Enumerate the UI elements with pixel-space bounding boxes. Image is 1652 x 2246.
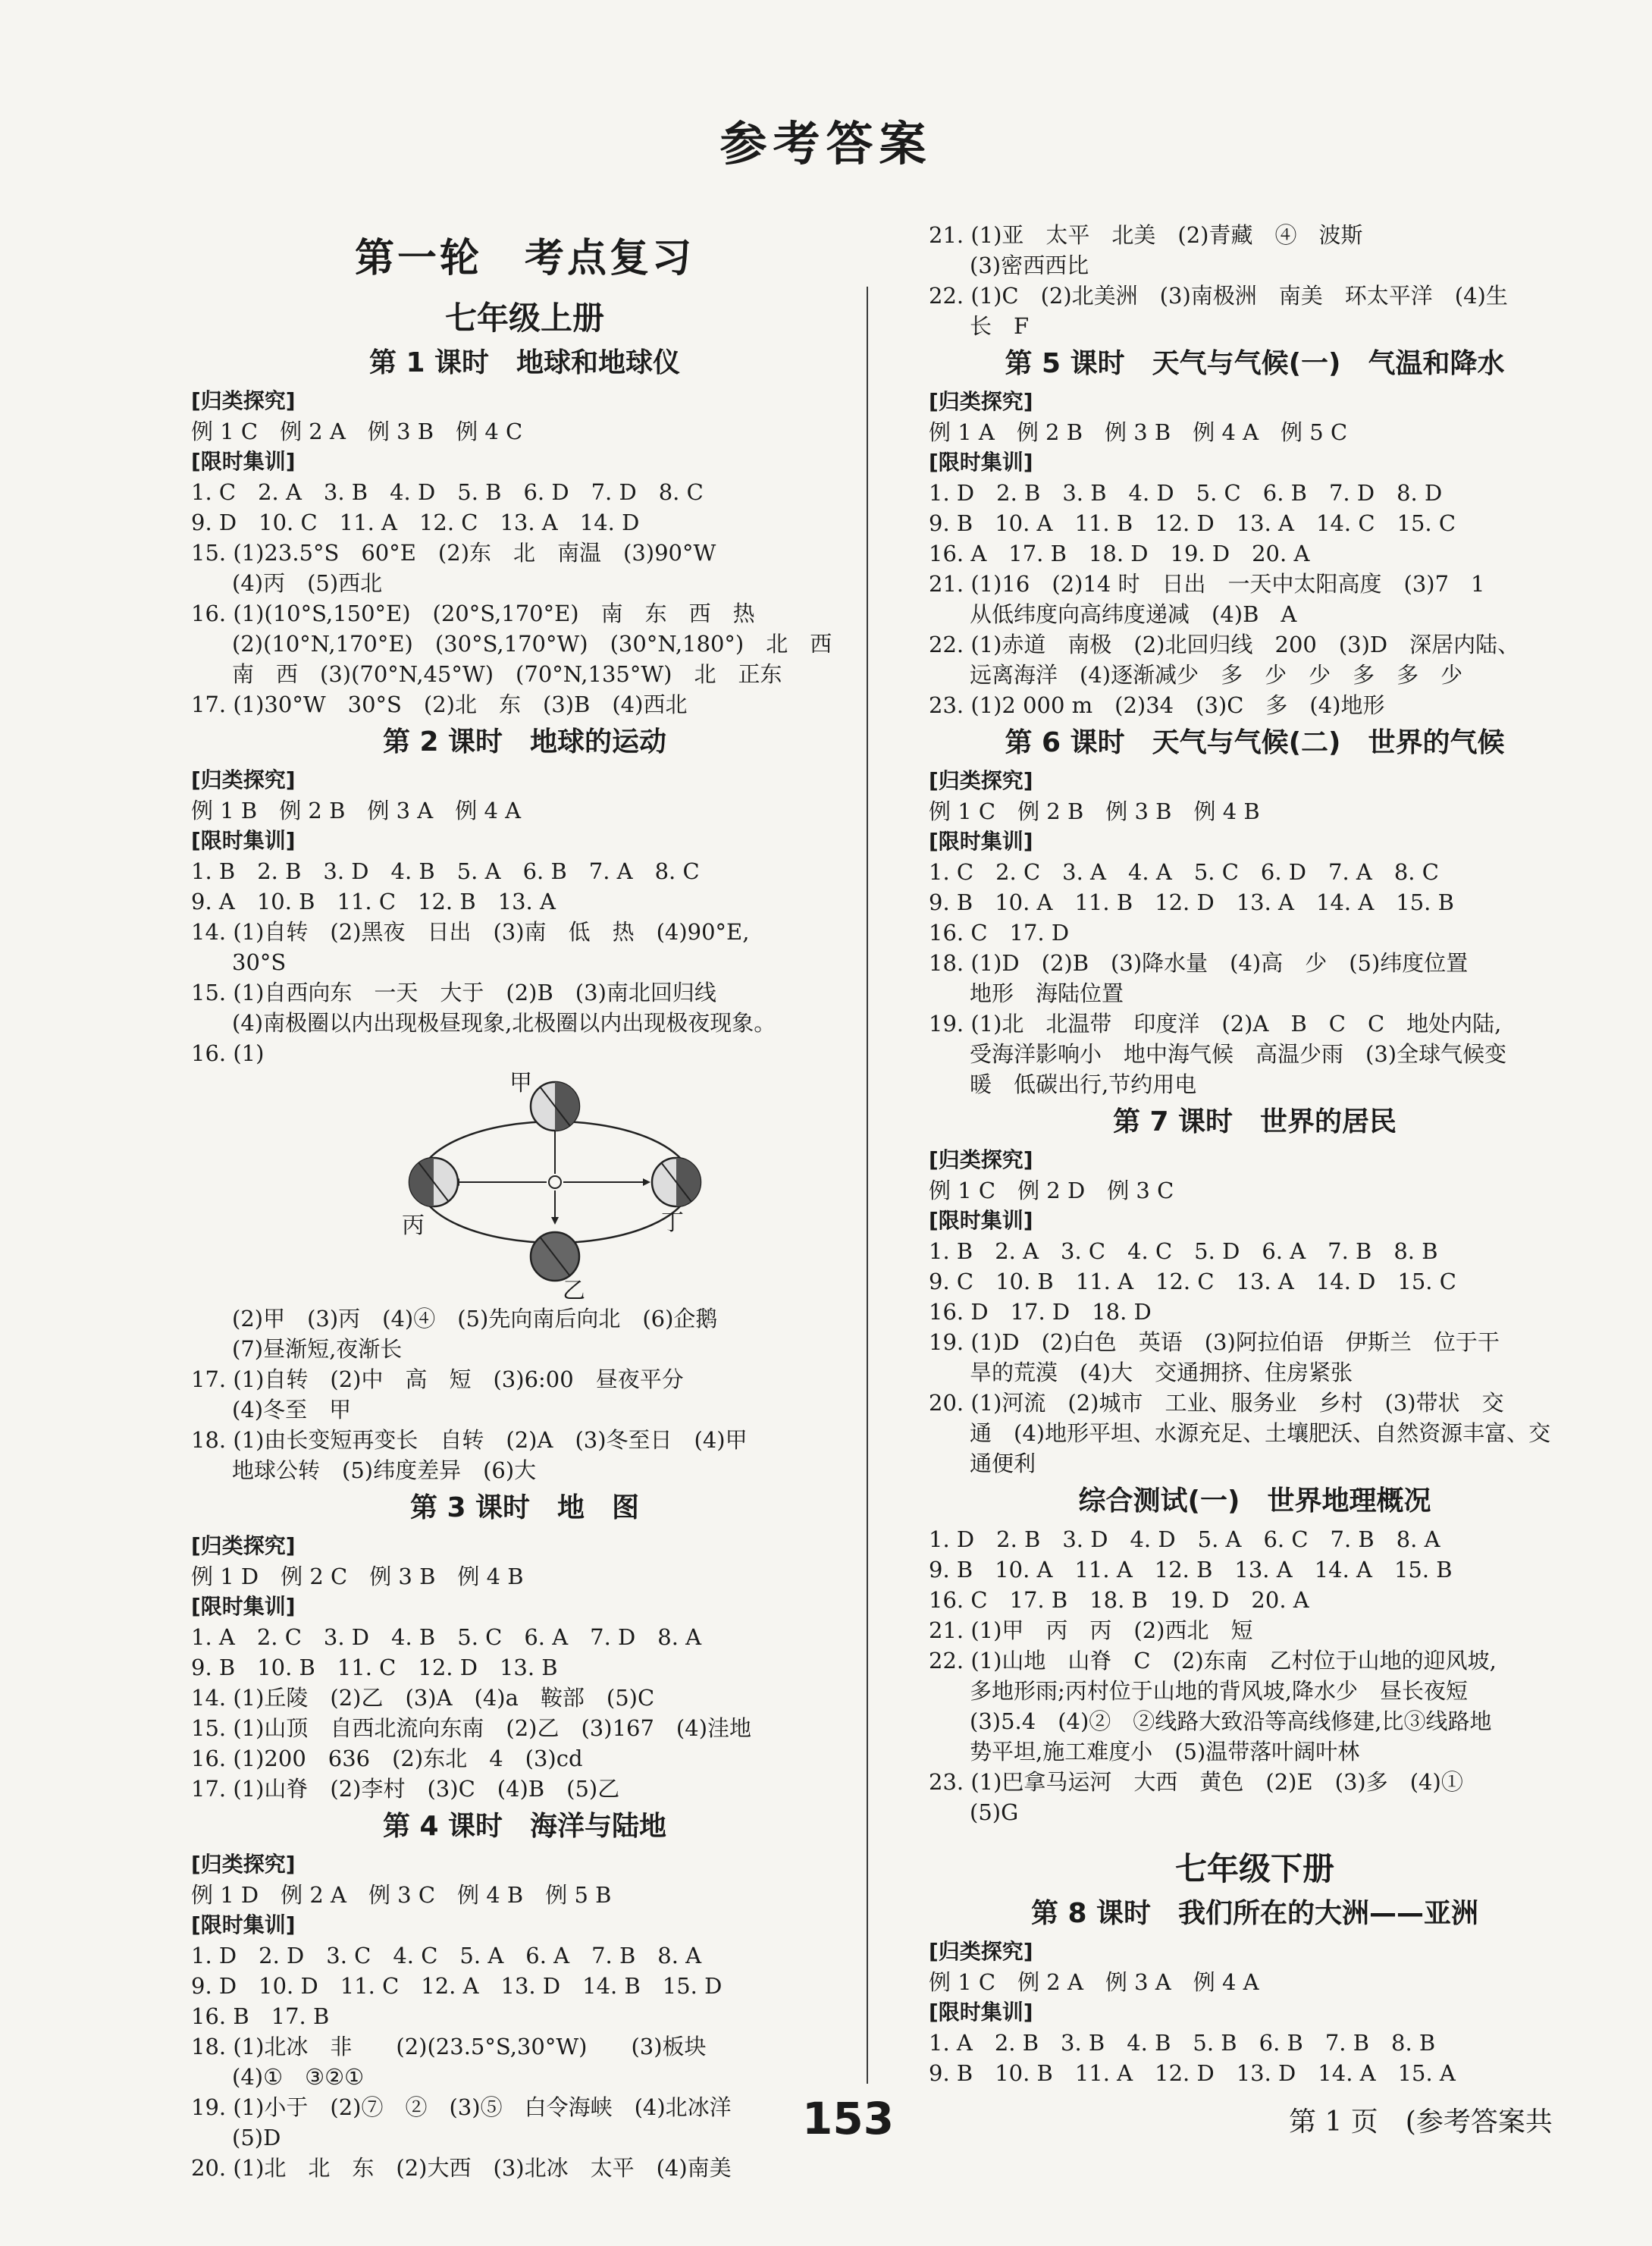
- answer-line: 从低纬度向高纬度递减 (4)B A: [970, 601, 1297, 627]
- section-tag: [限时集训]: [191, 1594, 296, 1619]
- answer-line: 21. (1)甲 丙 丙 (2)西北 短: [929, 1617, 1253, 1643]
- answer-line: 30°S: [232, 949, 287, 975]
- earth-orbit-figure: [396, 1068, 714, 1303]
- section-tag: [归类探究]: [191, 1533, 296, 1558]
- round-title: 第一轮 考点复习: [354, 236, 694, 281]
- right-column: [929, 220, 1581, 2088]
- answer-line: 1. D 2. B 3. D 4. D 5. A 6. C 7. B 8. A: [929, 1526, 1440, 1552]
- answer-line: 通便利: [970, 1451, 1036, 1476]
- answer-line: (2)(10°N,170°E) (30°S,170°W) (30°N,180°) 北 西: [232, 631, 832, 657]
- section-tag: [归类探究]: [191, 767, 296, 792]
- figure-label: 丁: [661, 1209, 684, 1236]
- lesson-3-title: 第 3 课时 地 图: [409, 1492, 640, 1523]
- answer-line: 1. A 2. B 3. B 4. B 5. B 6. B 7. B 8. B: [929, 2030, 1436, 2056]
- answer-line: 9. D 10. D 11. C 12. A 13. D 14. B 15. D: [191, 1973, 723, 1999]
- answer-line: 9. B 10. B 11. A 12. D 13. D 14. A 15. A: [929, 2060, 1456, 2086]
- answer-line: 15. (1)山顶 自西北流向东南 (2)乙 (3)167 (4)洼地: [191, 1715, 752, 1741]
- answer-line: 势平坦,施工难度小 (5)温带落叶阔叶林: [970, 1739, 1360, 1764]
- answer-line: 16. A 17. B 18. D 19. D 20. A: [929, 541, 1310, 566]
- answer-line: 19. (1)小于 (2)⑦ ② (3)⑤ 白令海峡 (4)北冰洋: [191, 2094, 732, 2120]
- orbit-diagram: [396, 1068, 714, 1303]
- answer-line: 9. B 10. A 11. A 12. B 13. A 14. A 15. B: [929, 1557, 1453, 1583]
- answer-line: 地形 海陆位置: [970, 980, 1124, 1006]
- example-answers: 例 1 C 例 2 A 例 3 B 例 4 C: [191, 419, 523, 444]
- answer-line: 19. (1)D (2)白色 英语 (3)阿拉伯语 伊斯兰 位于干: [929, 1329, 1500, 1355]
- column-divider: [867, 287, 868, 2084]
- answer-line: 21. (1)亚 太平 北美 (2)青藏 ④ 波斯: [929, 222, 1363, 248]
- answer-line: 22. (1)C (2)北美洲 (3)南极洲 南美 环太平洋 (4)生: [929, 283, 1508, 309]
- answer-line: 14. (1)自转 (2)黑夜 日出 (3)南 低 热 (4)90°E,: [191, 919, 750, 945]
- section-tag: [限时集训]: [191, 828, 296, 853]
- example-answers: 例 1 A 例 2 B 例 3 B 例 4 A 例 5 C: [929, 419, 1348, 445]
- example-answers: 例 1 C 例 2 D 例 3 C: [929, 1178, 1174, 1203]
- sun-rays: [543, 1170, 567, 1194]
- answer-line: 9. B 10. B 11. C 12. D 13. B: [191, 1655, 558, 1680]
- answer-line: 21. (1)16 (2)14 时 日出 一天中太阳高度 (3)7 1: [929, 571, 1485, 597]
- section-tag: [归类探究]: [929, 1147, 1033, 1172]
- page-title: 参考答案: [719, 116, 933, 171]
- section-tag: [限时集训]: [929, 1208, 1033, 1233]
- answer-line: (5)D: [232, 2125, 281, 2150]
- answer-line: 16. B 17. B: [191, 2003, 330, 2029]
- answer-line: (5)G: [970, 1799, 1019, 1825]
- answer-line: 18. (1)由长变短再变长 自转 (2)A (3)冬至日 (4)甲: [191, 1427, 748, 1453]
- answer-line: 16. C 17. B 18. B 19. D 20. A: [929, 1587, 1309, 1613]
- answer-line: (3)5.4 (4)② ②线路大致沿等高线修建,比③线路地: [970, 1708, 1492, 1734]
- answer-line: 地球公转 (5)纬度差异 (6)大: [232, 1457, 537, 1483]
- answer-line: 1. C 2. A 3. B 4. D 5. B 6. D 7. D 8. C: [191, 479, 704, 505]
- sun-icon: [549, 1176, 561, 1188]
- lesson-6-title: 第 6 课时 天气与气候(二) 世界的气候: [1005, 727, 1505, 758]
- globe-ding: [652, 1158, 701, 1206]
- answer-line: 远离海洋 (4)逐渐减少 多 少 少 多 多 少: [970, 662, 1463, 688]
- answer-line: 9. A 10. B 11. C 12. B 13. A: [191, 889, 556, 914]
- grade-2-title: 七年级下册: [1174, 1850, 1334, 1887]
- answer-line: 19. (1)北 北温带 印度洋 (2)A B C C 地处内陆,: [929, 1011, 1502, 1037]
- answer-line: 22. (1)山地 山脊 C (2)东南 乙村位于山地的迎风坡,: [929, 1648, 1497, 1674]
- answer-line: (4)① ③②①: [232, 2064, 365, 2090]
- lesson-5-title: 第 5 课时 天气与气候(一) 气温和降水: [1005, 348, 1505, 379]
- answer-line: 9. B 10. A 11. B 12. D 13. A 14. A 15. B: [929, 889, 1454, 915]
- section-tag: [限时集训]: [191, 449, 296, 474]
- lesson-4-title: 第 4 课时 海洋与陆地: [382, 1811, 667, 1842]
- answer-line: 通 (4)地形平坦、水源充足、土壤肥沃、自然资源丰富、交: [970, 1420, 1551, 1446]
- answer-line: 16. (1): [191, 1040, 265, 1066]
- section-tag: [归类探究]: [191, 388, 296, 413]
- answer-line: 1. A 2. C 3. D 4. B 5. C 6. A 7. D 8. A: [191, 1624, 702, 1650]
- answer-line: (2)甲 (3)丙 (4)④ (5)先向南后向北 (6)企鹅: [232, 1306, 718, 1332]
- answer-line: 16. D 17. D 18. D: [929, 1299, 1152, 1325]
- answer-line: 1. D 2. B 3. B 4. D 5. C 6. B 7. D 8. D: [929, 480, 1443, 506]
- example-answers: 例 1 C 例 2 B 例 3 B 例 4 B: [929, 798, 1260, 824]
- answer-line: (4)南极圈以内出现极昼现象,北极圈以内出现极夜现象。: [232, 1010, 776, 1036]
- answer-line: 18. (1)D (2)B (3)降水量 (4)高 少 (5)纬度位置: [929, 950, 1469, 976]
- answer-line: (4)丙 (5)西北: [232, 570, 383, 596]
- globe-bing: [409, 1158, 458, 1206]
- answer-line: 16. C 17. D: [929, 920, 1070, 946]
- answer-line: 1. B 2. A 3. C 4. C 5. D 6. A 7. B 8. B: [929, 1238, 1438, 1264]
- answer-line: 18. (1)北冰 非 (2)(23.5°S,30°W) (3)板块: [191, 2034, 707, 2059]
- example-answers: 例 1 D 例 2 A 例 3 C 例 4 B 例 5 B: [191, 1882, 612, 1908]
- grade-title: 七年级上册: [444, 300, 604, 337]
- answer-line: 17. (1)山脊 (2)李村 (3)C (4)B (5)乙: [191, 1776, 620, 1802]
- figure-label: 甲: [509, 1070, 532, 1096]
- answer-line: 暖 低碳出行,节约用电: [970, 1071, 1197, 1097]
- page-number: 153: [802, 2093, 895, 2144]
- section-tag: [限时集训]: [929, 2000, 1033, 2025]
- answer-line: 旱的荒漠 (4)大 交通拥挤、住房紧张: [970, 1360, 1353, 1385]
- answer-line: (3)密西西比: [970, 253, 1089, 278]
- section-tag: [限时集训]: [929, 829, 1033, 854]
- answer-line: 1. B 2. B 3. D 4. B 5. A 6. B 7. A 8. C: [191, 858, 700, 884]
- figure-label: 丙: [402, 1212, 425, 1239]
- answer-line: 9. D 10. C 11. A 12. C 13. A 14. D: [191, 510, 640, 535]
- lesson-1-title: 第 1 课时 地球和地球仪: [368, 347, 681, 378]
- section-tag: [限时集训]: [929, 450, 1033, 475]
- section-tag: [归类探究]: [929, 768, 1033, 793]
- example-answers: 例 1 B 例 2 B 例 3 A 例 4 A: [191, 798, 522, 823]
- footer-note: 第 1 页 (参考答案共: [1289, 2106, 1553, 2138]
- answer-line: 15. (1)23.5°S 60°E (2)东 北 南温 (3)90°W: [191, 540, 716, 566]
- answer-line: 16. (1)(10°S,150°E) (20°S,170°E) 南 东 西 热: [191, 601, 755, 626]
- answer-line: 1. C 2. C 3. A 4. A 5. C 6. D 7. A 8. C: [929, 859, 1439, 885]
- answer-line: 长 F: [970, 313, 1030, 339]
- answer-line: 16. (1)200 636 (2)东北 4 (3)cd: [191, 1746, 583, 1771]
- answer-line: (7)昼渐短,夜渐长: [232, 1336, 403, 1362]
- globe-jia: [531, 1082, 579, 1131]
- section-tag: [归类探究]: [929, 389, 1033, 414]
- answer-line: 23. (1)2 000 m (2)34 (3)C 多 (4)地形: [929, 692, 1385, 718]
- answer-line: 14. (1)丘陵 (2)乙 (3)A (4)a 鞍部 (5)C: [191, 1685, 655, 1711]
- section-tag: [限时集训]: [191, 1912, 296, 1937]
- answer-line: 受海洋影响小 地中海气候 高温少雨 (3)全球气候变: [970, 1041, 1507, 1067]
- answer-line: 17. (1)30°W 30°S (2)北 东 (3)B (4)西北: [191, 692, 688, 717]
- answer-line: 9. C 10. B 11. A 12. C 13. A 14. D 15. C: [929, 1269, 1456, 1294]
- answer-line: 15. (1)自西向东 一天 大于 (2)B (3)南北回归线: [191, 980, 716, 1005]
- answer-line: 多地形雨;丙村位于山地的背风坡,降水少 昼长夜短: [970, 1678, 1468, 1704]
- left-column: [191, 220, 858, 2183]
- answer-line: 17. (1)自转 (2)中 高 短 (3)6:00 昼夜平分: [191, 1366, 684, 1392]
- section-tag: [归类探究]: [929, 1939, 1033, 1964]
- figure-label: 乙: [563, 1278, 585, 1304]
- example-answers: 例 1 C 例 2 A 例 3 A 例 4 A: [929, 1969, 1259, 1995]
- section-tag: [归类探究]: [191, 1852, 296, 1877]
- lesson-8-title: 第 8 课时 我们所在的大洲——亚洲: [1030, 1898, 1479, 1929]
- lesson-2-title: 第 2 课时 地球的运动: [382, 726, 667, 758]
- lesson-7-title: 第 7 课时 世界的居民: [1112, 1106, 1397, 1137]
- answer-line: 9. B 10. A 11. B 12. D 13. A 14. C 15. C: [929, 510, 1456, 536]
- answer-line: 南 西 (3)(70°N,45°W) (70°N,135°W) 北 正东: [232, 661, 782, 687]
- test-1-title: 综合测试(一) 世界地理概况: [1078, 1485, 1431, 1517]
- example-answers: 例 1 D 例 2 C 例 3 B 例 4 B: [191, 1564, 524, 1589]
- answer-line: 23. (1)巴拿马运河 大西 黄色 (2)E (3)多 (4)①: [929, 1769, 1463, 1795]
- answer-line: 20. (1)北 北 东 (2)大西 (3)北冰 太平 (4)南美: [191, 2155, 732, 2181]
- answer-line: 1. D 2. D 3. C 4. C 5. A 6. A 7. B 8. A: [191, 1943, 702, 1968]
- answer-line: 20. (1)河流 (2)城市 工业、服务业 乡村 (3)带状 交: [929, 1390, 1504, 1416]
- answer-line: 22. (1)赤道 南极 (2)北回归线 200 (3)D 深居内陆、: [929, 632, 1520, 657]
- answer-line: (4)冬至 甲: [232, 1397, 352, 1423]
